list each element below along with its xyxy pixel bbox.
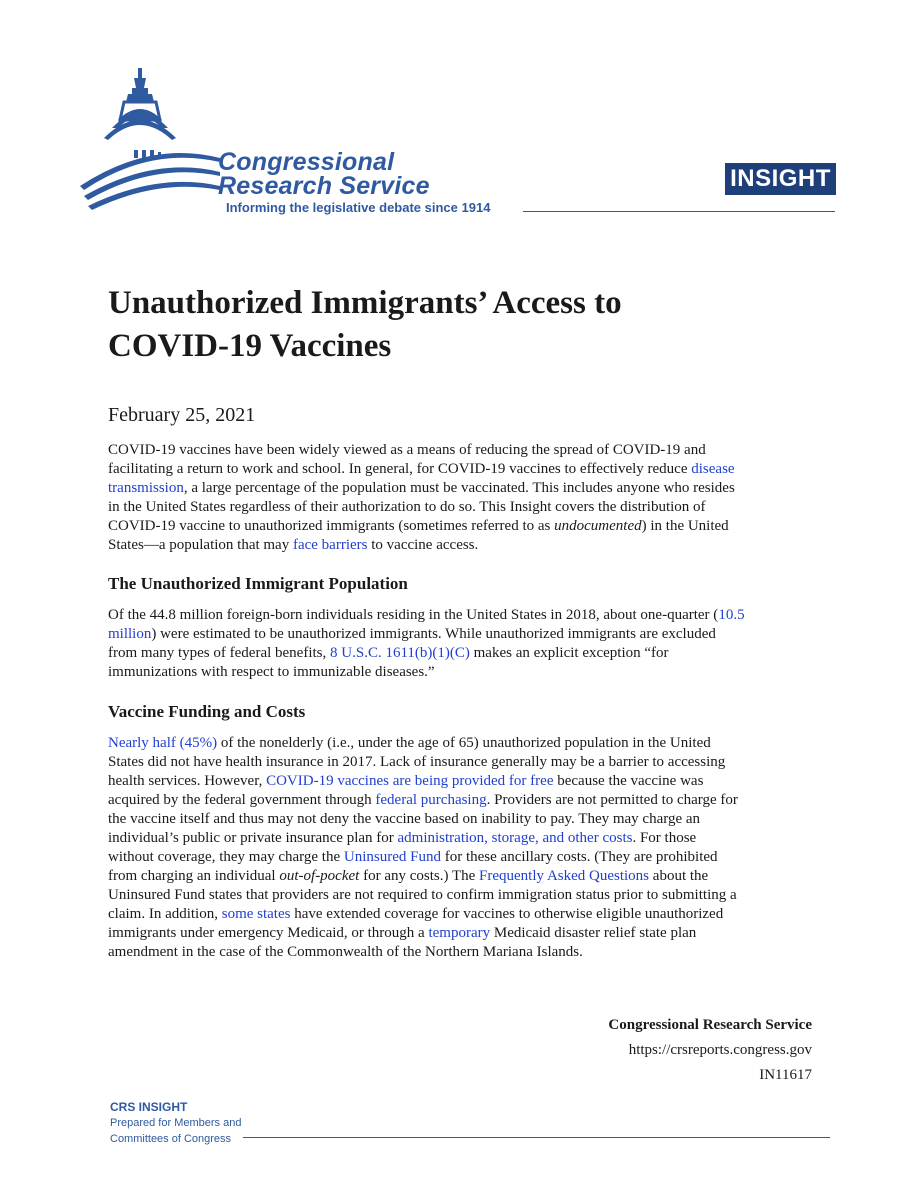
italic-term: out-of-pocket — [279, 868, 360, 884]
text-run: have extended coverage for vaccines to otherwise eligible unauthorized — [290, 906, 724, 922]
text-line — [108, 479, 813, 498]
text-line — [108, 536, 813, 555]
text-run: without coverage, they may charge the — [108, 849, 344, 865]
text-run: Of the 44.8 million foreign-born individuals residing in the United States in 2018, about one-quarter ( — [108, 607, 719, 623]
text-line — [108, 734, 813, 753]
publication-date: February 25, 2021 — [108, 404, 256, 426]
hyperlink[interactable]: Frequently Asked Questions — [479, 868, 650, 884]
text-run: from charging an individual — [108, 868, 280, 884]
brand-tagline: Informing the legislative debate since 1914 — [226, 200, 491, 215]
text-line — [108, 772, 813, 791]
population-paragraph — [108, 606, 813, 682]
text-line — [108, 867, 813, 886]
text-run: health services. However, — [108, 773, 267, 789]
hyperlink[interactable]: some states — [221, 906, 291, 922]
text-run: from many types of federal benefits, — [108, 645, 331, 661]
text-run: COVID-19 vaccines have been widely viewed as a means of reducing the spread of COVID-19 and — [108, 442, 706, 458]
text-run: immunizations with respect to immunizable diseases.” — [108, 664, 435, 680]
text-run: in the United States regardless of their authorization to do so. This Insight covers the distribution of — [108, 499, 706, 515]
footer-url[interactable]: https://crsreports.congress.gov — [628, 1042, 812, 1058]
text-run: the vaccine itself and thus may not deny the vaccine based on inability to pay. They may charge an — [108, 811, 701, 827]
hyperlink[interactable]: 10.5 — [718, 607, 745, 623]
hyperlink[interactable]: disease — [691, 461, 735, 477]
hyperlink[interactable]: transmission — [108, 480, 184, 496]
title-line: COVID-19 Vaccines — [108, 328, 392, 364]
text-run: for these ancillary costs. (They are prohibited — [440, 849, 718, 865]
text-run: amendment in the case of the Commonwealth of the Northern Mariana Islands. — [108, 944, 583, 960]
text-run: Uninsured Fund states that providers are not required to confirm immigration status prior to submitting a — [108, 887, 737, 903]
text-line — [108, 886, 813, 905]
crs-footer — [110, 1099, 241, 1147]
text-run: makes an explicit exception “for — [469, 645, 669, 661]
text-run: , a large percentage of the population must be vaccinated. This includes anyone who resides — [183, 480, 735, 496]
hyperlink[interactable]: federal purchasing — [375, 792, 487, 808]
text-line — [108, 753, 813, 772]
text-line — [108, 810, 813, 829]
text-line — [108, 606, 813, 625]
intro-paragraph — [108, 441, 813, 555]
text-run: individual’s public or private insurance plan for — [108, 830, 398, 846]
hyperlink[interactable]: face barriers — [292, 537, 368, 553]
hyperlink[interactable]: administration, storage, and other costs — [397, 830, 633, 846]
tagline-divider — [523, 211, 835, 212]
footer-info — [608, 1013, 812, 1088]
hyperlink[interactable]: Uninsured Fund — [343, 849, 441, 865]
text-run: acquired by the federal government through — [108, 792, 376, 808]
document-title — [108, 282, 808, 368]
text-run: . For those — [632, 830, 697, 846]
capitol-dome-logo — [78, 64, 228, 220]
section-heading-funding: Vaccine Funding and Costs — [108, 702, 306, 721]
text-run: of the nonelderly (i.e., under the age of 65) unauthorized population in the United — [217, 735, 711, 751]
crs-insight-label: CRS INSIGHT — [110, 1100, 188, 1114]
insight-badge: INSIGHT — [725, 163, 836, 195]
text-run: ) in the United — [641, 518, 729, 534]
text-run: facilitating a return to work and school. In general, for COVID-19 vaccines to effectively reduce — [108, 461, 692, 477]
text-line — [108, 829, 813, 848]
hyperlink[interactable]: Nearly half (45%) — [108, 735, 218, 751]
text-run: ) were estimated to be unauthorized immigrants. While unauthorized immigrants are excluded — [151, 626, 716, 642]
footer-report-id: IN11617 — [759, 1067, 812, 1083]
funding-paragraph — [108, 734, 813, 962]
hyperlink[interactable]: 8 U.S.C. 1611(b)(1)(C) — [330, 645, 470, 661]
text-line — [108, 663, 813, 682]
text-run: COVID-19 vaccine to unauthorized immigrants (sometimes referred to as — [108, 518, 555, 534]
hyperlink[interactable]: temporary — [428, 925, 491, 941]
text-line — [108, 460, 813, 479]
text-run: because the vaccine was — [553, 773, 704, 789]
text-run: States did not have health insurance in 2017. Lack of insurance generally may be a barrier to accessing — [108, 754, 726, 770]
section-heading-population: The Unauthorized Immigrant Population — [108, 574, 408, 593]
hyperlink[interactable]: million — [108, 626, 152, 642]
text-run: . Providers are not permitted to charge for — [486, 792, 738, 808]
text-line — [108, 905, 813, 924]
footer-org: Congressional Research Service — [608, 1017, 812, 1033]
brand-name-line1: Congressional — [218, 148, 395, 176]
text-run: about the — [649, 868, 709, 884]
text-run: claim. In addition, — [108, 906, 222, 922]
text-run: Medicaid disaster relief state plan — [490, 925, 697, 941]
text-line — [108, 441, 813, 460]
italic-term: undocumented — [554, 518, 642, 534]
text-line — [108, 924, 813, 943]
footer-divider — [243, 1137, 830, 1138]
text-line — [108, 498, 813, 517]
brand-name-line2: Research Service — [218, 172, 430, 200]
text-line — [108, 625, 813, 644]
prepared-for-line1: Prepared for Members and — [110, 1117, 242, 1129]
text-run: States—a population that may — [108, 537, 293, 553]
hyperlink[interactable]: COVID-19 vaccines are being provided for free — [266, 773, 554, 789]
text-run: for any costs.) The — [359, 868, 480, 884]
prepared-for-line2: Committees of Congress — [110, 1133, 232, 1145]
text-line — [108, 848, 813, 867]
text-run: immigrants under emergency Medicaid, or through a — [108, 925, 429, 941]
text-run: to vaccine access. — [367, 537, 479, 553]
text-line — [108, 644, 813, 663]
text-line — [108, 791, 813, 810]
title-line: Unauthorized Immigrants’ Access to — [108, 285, 622, 321]
text-line — [108, 943, 813, 962]
text-line — [108, 517, 813, 536]
